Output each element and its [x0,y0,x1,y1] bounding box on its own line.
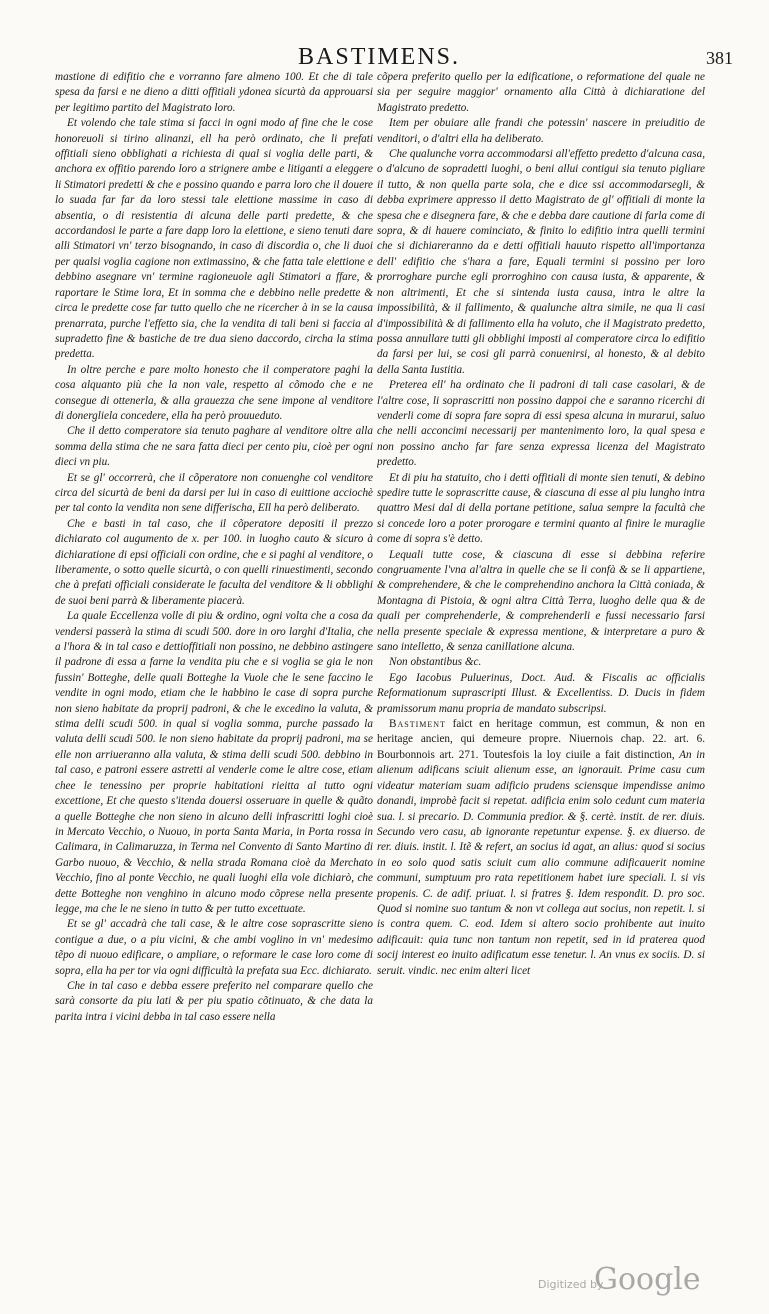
paragraph: Et di piu ha statuito, cho i detti offitiali di monte sien tenuti, & debino spedire tutte le soprascritte cause, & ciascuna di esse al piu lungho intra quattro Mesi dal di della portane petitione, salua sempre la facultà che si concede loro a poter prorogare e termini quanto al finire le muraglie come di sopra s'è detto. [377,471,705,546]
commentary-lead-word: Bastiment [389,718,446,731]
paragraph: Item per obuiare alle frandi che potessin' nascere in preiuditio de venditori, o d'altri ella ha deliberato. [377,117,705,145]
running-head [0,44,769,70]
paragraph: La quale Eccellenza volle di piu & ordino, ogni volta che a cosa da vendersi passerà la stima di scudi 500. dore in oro larghi d'Italia, che a l'hora & in tal caso e dettioffitiali non possino, ne debbino astingere il padrone di essa a farne la vendita piu che e si voglia se gia le non fussin' Botteghe, delle quali Botteghe la Vuole che le sene faccino le vendite in ogni modo, etiam che le habbino le case di sopra purche non sieno habitate da proprij padroni, & che le excedino la valuta, & stima delli scudi 500. in qual si voglia somma, purche passado la valuta delli scudi 500. le non sieno habitate da proprij padroni, ma se elle non arriueranno alla valuta, & stima delli scudi 500. debbino in tal caso, e patroni essere astretti al venderle come le altre cose, etiam chee le tenessino per proprie habitationi rieitta al tutto ogni excettione, Et che questo s'itenda douersi osseruare in quelle & quãto a quelle Botteghe che non sieno in alcuno delli infrascritti loghi cioè in Mercato Vecchio, o Nuouo, in porta Santa Maria, in Porta rossa in Calimara, in Calimaruzza, in Terma nel Convento di Santo Martino di Garbo nuouo, & Vecchio, & nella strada Romana cioè da Merchato Vecchio, fino al ponte Vecchio, ne quali luoghi ella vole dichiarò, che dette Botteghe non venghino in alcuno modo cõprese nella presente legge, ma che le ne sieno in tutto & per tutto excettuate. [55,610,373,915]
paragraph: Et se gl' accadrà che tali case, & le altre cose soprascritte sieno contigue a due, o a piu vicini, & che ambi voglino in vn' medesimo tẽpo di nuouo edificare, o ampliare, o reformare le case loro come di sopra, ella ha per tor via ogni difficultà la prefata sua Ecc. dichiarato. [55,918,373,977]
paragraph: Non obstantibus &c. [389,656,482,669]
paragraph: Che e basti in tal caso, che il cõperatore depositi il prezzo dichiarato col augumento de x. per 100. in luogho cauto & sicuro à dichiaratione di epsi officiali con ordine, che e si paghi al venditore, o liberamente, o sotto quelle sicurtà, o con quelli rinuestimenti, secondo che à prefati officiali considerate le faculta del venditore & li obblighi de suoi beni parrà & liberamente piacerà. [55,517,373,607]
commentary-latin-text: An in alienum adificans sciuit alienum esse, an ignorauit. Prime casu cum videatur materiam suam adificio prudens sciensque impendisse animo donandi, improbè facit si repetat. adificia enim solo cedunt cum materia sua. l. si precario. D. Communia predior. & §. certè. instit. de rer. diuis. Secundo vero casu, ab ignorante repetuntur expense. §. ex diuerso. de rer. diuis. instit. l. Itẽ & refert, an socius id agat, an alius: quod si socius in eo solo quod satis sciuit cum alio commune adificauerit nomine communi, sumptuum pro rata repetitionem habet iure speciali. l. si vis propenis. C. de adif. priuat. l. si fratres §. Idem respondit. D. pro soc. Quod si nomine suo tantum & non vt collega aut socius, non repetit. l. si is contra quem. C. eod. Idem si altero socio prohibente aut inuito adificauit: quia tunc non tantum non repetit, sed in id praterea quod socij interest eo inuito adificatum esse tenetur. l. An vnus ex sociis. D. si seruit. vindic. nec enim alteri licet [377,748,705,977]
digitized-by-text: Digitized by [538,1278,604,1291]
paragraph: Preterea ell' ha ordinato che li padroni di tali case casolari, & de l'altre cose, li soprascritti non possino dappoi che e saranno ricerchi di venderli come di sopra fare sopra di essi spesa alcuna in murarui, saluo che nelli acconcimi necessarij per mantenimento loro, la qual spesa e non possino ancho far fare senza expressa licenza del Magistrato predetto. [377,379,705,469]
right-column [377,70,705,1230]
running-title: BASTIMENS. [298,44,461,70]
paragraph: Che qualunche vorra accommodarsi all'effetto predetto d'alcuna casa, o d'alcuno de sopradetti luoghi, o beni allui contigui sia tenuto pigliare il tutto, & non quella parte sola, che e dice ssi accommodarsegli, & debba exprimere appresso il detto Magistrato de gl' offitiali di monte la spesa che e disegnera fare, & che e debba dare cautione di farla come di sopra, & di hauere cominciato, & finito lo edifitio intra quelli termini che si dichiareranno da e detti offitiali hauuto rispetto all'importanza dell' edifitio che s'hara a fare, Equali termini si possino per loro prorroghare purche egli prorroghino con causa iusta, & apparente, & non altrimenti, Et che si sintenda iusta causa, intra le altre la impossibilità, & il fallimento, & qualunche altra simile, ne qua li casi d'impossibilità & di fallimento ella ha voluto, che il Magistrato predetto, possa annullare tutti gli obblighi imposti al comperatore circa lo edifitio da farsi per lui, se cosi gli parrà conuenirsi, al honesto, & al debito della Santa Iustitia. [377,148,705,376]
page-number: 381 [706,48,733,68]
signature-paragraph: Ego Iacobus Puluerinus, Doct. Aud. & Fiscalis ac officialis Reformationum suprascripti Illust. & Excellentiss. D. Ducis in fidem pramissorum manu propria de mandato subscripsi. [377,671,705,715]
paragraph: Et volendo che tale stima si facci in ogni modo af fine che le cose honoreuoli si tirino alinanzi, ell ha però ordinato, che li prefati offitiali sieno obblighati a richiesta di qual si voglia delle parti, & anchora ex offitio parendo loro a strignere ambe e litiganti a eleggere li Stimatori predetti & che e possino quando e parra loro che il douere lo suada far far da loro stessi tale elettione massime in caso di absentia, o di resistentia di alcuna delle parti predette, & che accordandosi le parte a fare dapp loro la elettione, e sieno tenuti dare alli Stimatori vn' terzo bisognando, in caso di discordia o, che li duoi per qualsi voglia cagione non extimassino, & che fatta tale elettione e debbino asegnare vn' termine ragioneuole agli Stimatori a ffare, & raportare le Stime lora, Et in somma che e debbino nelle predette & circa le predette cose far tutto quello che ne ricercher à in se la causa prenarrata, purche l'effetto sia, che la vendita di tali beni si faccia al supradetto fine & bastiche de tre dua sieno daccordo, circha la stima predetta. [55,117,373,361]
paragraph: Lequali tutte cose, & ciascuna di esse si debbina referire congruamente l'vna al'altra in quelle che se li confà & se li appartiene, & comprehendere, & che le comprehendino anchora la Città coniada, & Montagna di Pistoia, & ogni altra Città Terra, luogho delle qua & de quali per comprehenderle, & comprehenderli e fussi necessario farsi nella presente speciale & expressa mentione, & interpretare a puro & sano intelletto, & senza canillatione alcuna. [377,548,705,654]
google-logo: Google [594,1262,701,1297]
paragraph: cõpera preferito quello per la edificatione, o reformatione del quale ne sia per seguire maggior' ornamento alla Città à dichiaratione del Magistrato predetto. [377,71,705,114]
paragraph: In oltre perche e pare molto honesto che il comperatore paghi la cosa alquanto più che la non vale, respetto al cõmodo che e ne consegue di ottenerla, & alla grauezza che sene impone al venditore di donergliela concedere, ella ha però prouueduto. [55,363,373,422]
paragraph: mastione di edifitio che e vorranno fare almeno 100. Et che di tale spesa da farsi e ne dieno a ditti offitiali ydonea sicurtà da approuarsi per legitimo partito del Magistrato loro. [55,71,373,114]
paragraph: Che il detto comperatore sia tenuto paghare al venditore oltre alla somma della stima che ne sara fatta dieci per cento piu, cioè per ogni dieci vn piu. [55,425,373,469]
left-column [55,70,373,1230]
commentary-french-text: faict en heritage commun, est commun, & non en heritage ancien, qui demeure propre. Niuernois chap. 22. art. 6. Bourbonnois art. 271. Toutesfois la loy ciuile a fait distinction, [377,718,705,761]
digitized-by-google-watermark [538,1262,718,1298]
commentary-paragraph [377,717,705,979]
paragraph: Et se gl' occorrerà, che il cõperatore non conuenghe col venditore circa del sicurtà de beni da darsi per lui in caso di euittione acciochè per tal conto la vendita non sene differischa, Ell ha però deliberato. [55,471,373,515]
paragraph: Che in tal caso e debba essere preferito nel comparare quello che sarà consorte da piu lati & per piu spatio cõtinuato, & che data la parita intra i vicini debba in tal caso essere nella [55,979,373,1023]
